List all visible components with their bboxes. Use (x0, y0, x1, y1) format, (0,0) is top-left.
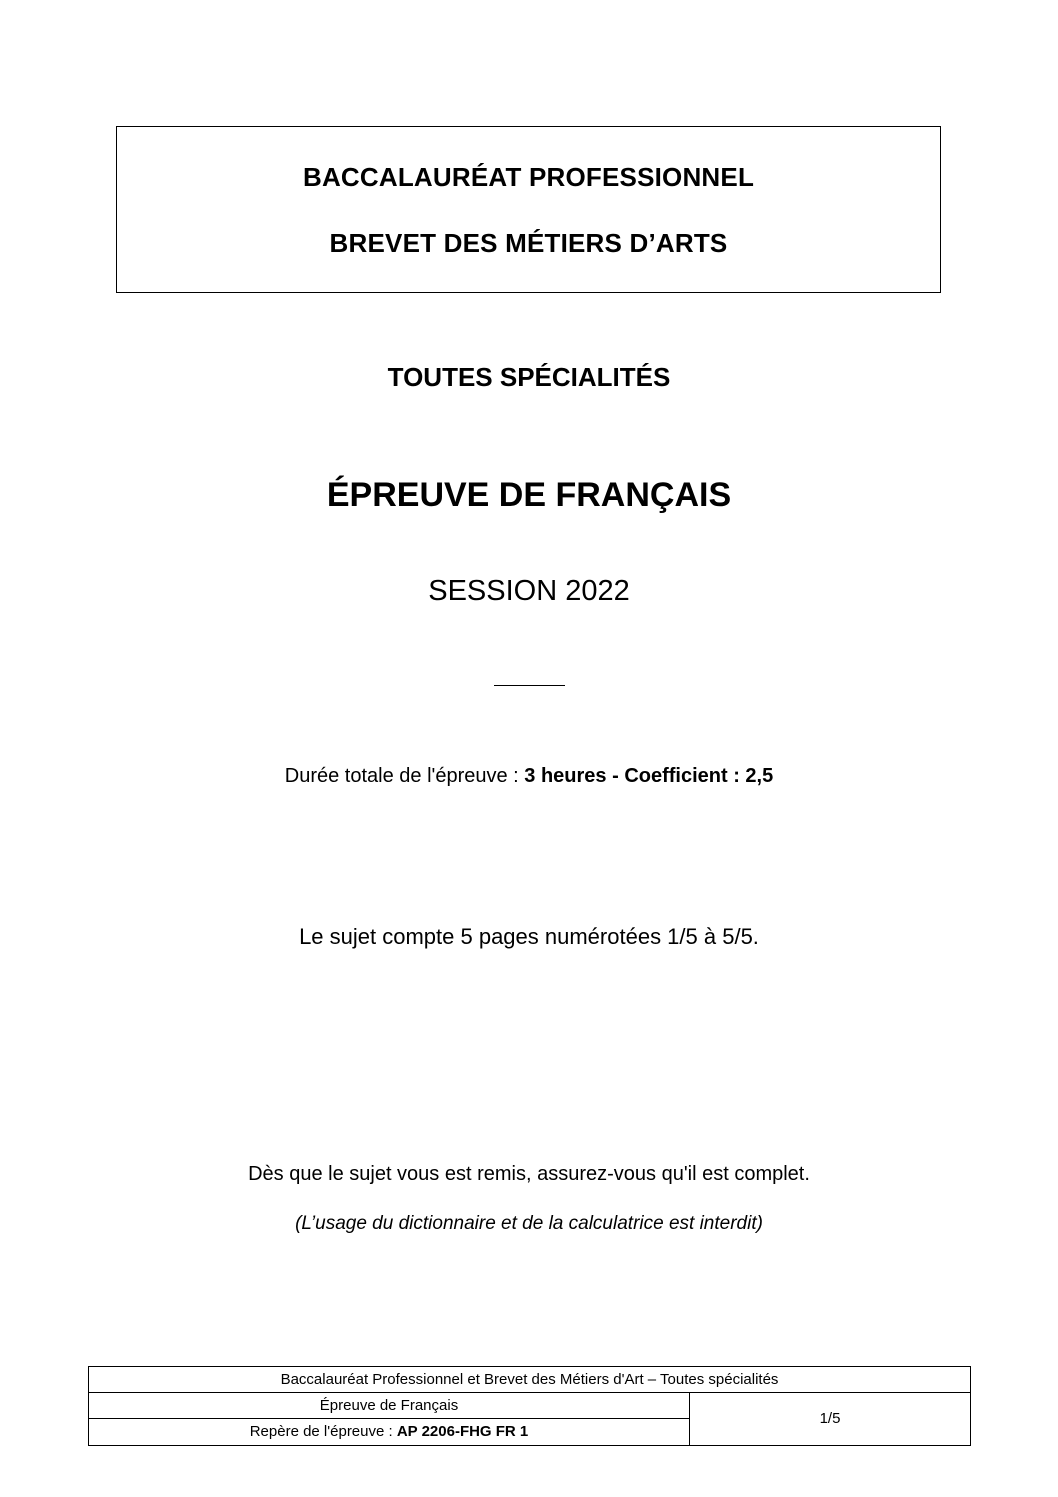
header-box (116, 126, 941, 293)
session-year: SESSION 2022 (428, 575, 630, 607)
diploma-title: BREVET DES MÉTIERS D’ARTS (329, 228, 728, 258)
usage-notice: (L’usage du dictionnaire et de la calculatrice est interdit) (295, 1213, 763, 1234)
footer-repere-label: Repère de l'épreuve : (249, 1423, 397, 1440)
duree-label: Durée totale de l'épreuve : (284, 765, 525, 787)
footer-repere (89, 1419, 689, 1445)
footer-left-cell (89, 1393, 690, 1445)
complet-notice: Dès que le sujet vous est remis, assurez-vous qu'il est complet. (248, 1163, 810, 1185)
separator-line (494, 685, 565, 686)
footer-repere-value: AP 2206-FHG FR 1 (396, 1423, 529, 1440)
exam-type-title: BACCALAURÉAT PROFESSIONNEL (302, 162, 755, 192)
footer-epreuve: Épreuve de Français (89, 1393, 689, 1419)
duree-value: 3 heures - Coefficient : 2,5 (524, 765, 774, 787)
footer-page-number: 1/5 (819, 1410, 841, 1427)
sujet-pages-notice: Le sujet compte 5 pages numérotées 1/5 à 5/5. (299, 924, 759, 949)
duree-coefficient (0, 765, 1058, 788)
epreuve-title: ÉPREUVE DE FRANÇAIS (326, 476, 732, 514)
footer-title: Baccalauréat Professionnel et Brevet des Métiers d'Art – Toutes spécialités (89, 1367, 970, 1393)
footer-table (88, 1366, 971, 1446)
specialites-heading: TOUTES SPÉCIALITÉS (387, 362, 671, 392)
